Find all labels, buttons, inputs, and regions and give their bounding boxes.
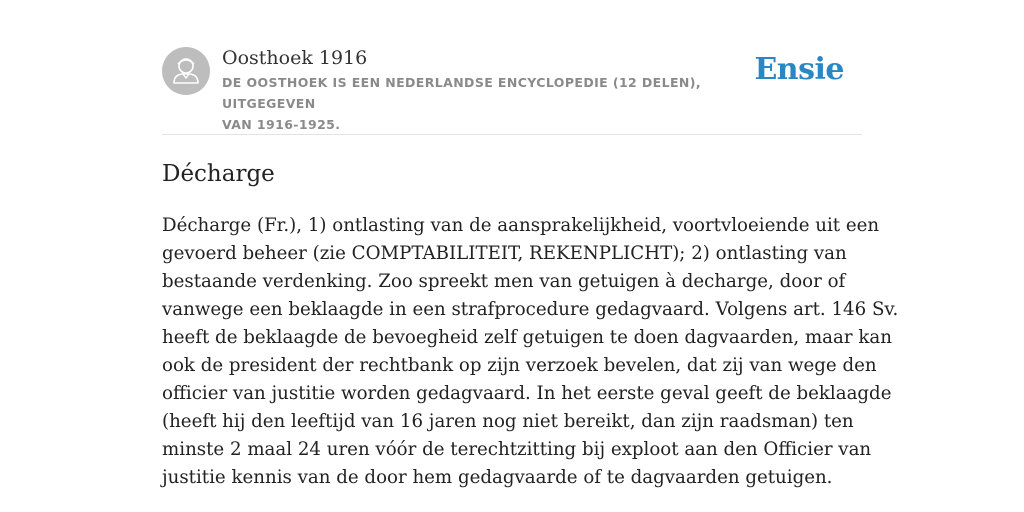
ensie-logo[interactable]: Ensie bbox=[754, 52, 844, 87]
article-body bbox=[162, 212, 899, 492]
article-line: officier van justitie worden gedagvaard. In het eerste geval geeft de beklaagde bbox=[162, 383, 892, 404]
source-description bbox=[222, 72, 762, 135]
article-line: ook de president der rechtbank op zijn verzoek bevelen, dat zij van wege den bbox=[162, 355, 877, 376]
article-line: Décharge (Fr.), 1) ontlasting van de aansprakelijkheid, voortvloeiende uit een bbox=[162, 215, 880, 236]
user-icon bbox=[162, 47, 210, 95]
source-description-line: DE OOSTHOEK IS EEN NEDERLANDSE ENCYCLOPEDIE (12 DELEN), UITGEGEVEN bbox=[222, 75, 702, 111]
avatar[interactable] bbox=[162, 47, 210, 95]
page-title: Décharge bbox=[162, 161, 275, 187]
article-line: bestaande verdenking. Zoo spreekt men van getuigen à decharge, door of bbox=[162, 271, 846, 292]
source-title[interactable]: Oosthoek 1916 bbox=[222, 47, 368, 69]
article-line: heeft de beklaagde de bevoegheid zelf getuigen te doen dagvaarden, maar kan bbox=[162, 327, 892, 348]
article-line: vanwege een beklaagde in een strafprocedure gedagvaard. Volgens art. 146 Sv. bbox=[162, 299, 899, 320]
article-line: justitie kennis van de door hem gedagvaarde of te dagvaarden getuigen. bbox=[162, 467, 833, 488]
source-header bbox=[162, 46, 862, 135]
article-line: minste 2 maal 24 uren vóór de terechtzitting bij exploot aan den Officier van bbox=[162, 439, 872, 460]
article-line: gevoerd beheer (zie COMPTABILITEIT, REKENPLICHT); 2) ontlasting van bbox=[162, 243, 847, 264]
source-description-line: VAN 1916-1925. bbox=[222, 117, 341, 132]
article-line: (heeft hij den leeftijd van 16 jaren nog niet bereikt, dan zijn raadsman) ten bbox=[162, 411, 854, 432]
